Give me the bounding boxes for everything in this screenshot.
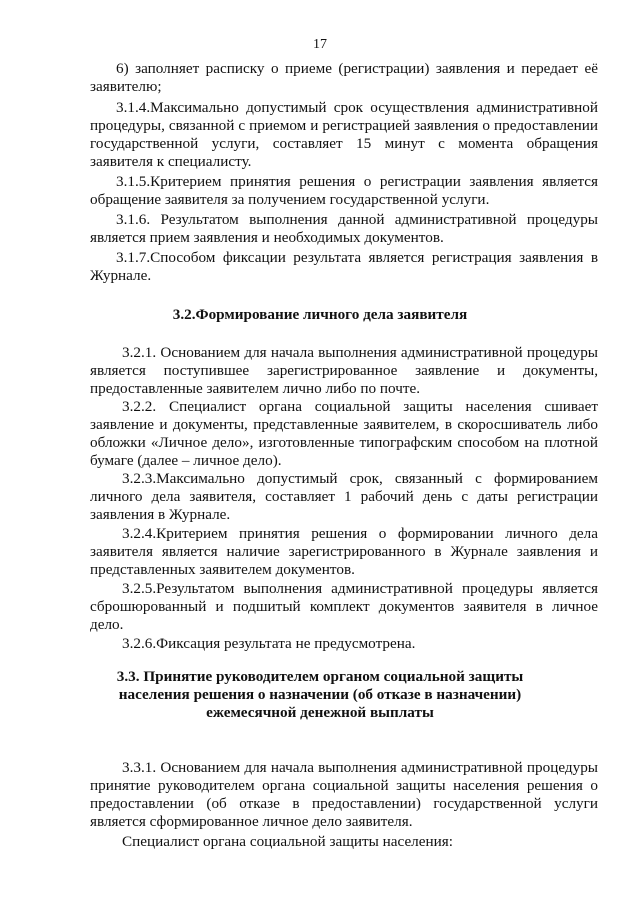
text-line: 6) заполняет расписку о приеме (регистрации) заявления и передает её — [116, 60, 598, 77]
text-line: 3.1.5.Критерием принятия решения о регистрации заявления является — [116, 173, 598, 190]
section-heading-3-2: 3.2.Формирование личного дела заявителя — [172, 306, 468, 323]
section-heading-3-3: 3.3. Принятие руководителем органом социальной защиты — [116, 668, 524, 685]
text-line: сброшюрованный и подшитый комплект документов заявителя в личное — [90, 598, 598, 615]
text-line: государственной услуги, составляет 15 минут с момента обращения — [90, 135, 598, 152]
text-line: 3.2.1. Основанием для начала выполнения административной процедуры — [122, 344, 598, 361]
text-line: Журнале. — [90, 267, 152, 284]
text-line: представленных заявителем документов. — [90, 561, 355, 578]
page-number: 17 — [313, 37, 327, 52]
text-line: Специалист органа социальной защиты населения: — [122, 833, 453, 850]
text-line: 3.1.6. Результатом выполнения данной административной процедуры — [116, 211, 598, 228]
text-line: бумаге (далее – личное дело). — [90, 452, 282, 469]
text-line: заявителю; — [90, 78, 162, 95]
text-line: заявление и документы, представленные заявителем, в скоросшиватель либо — [90, 416, 598, 433]
text-line: 3.2.5.Результатом выполнения административной процедуры является — [122, 580, 598, 597]
section-heading-3-3: населения решения о назначении (об отказе в назначении) — [118, 686, 522, 703]
text-line: дело. — [90, 616, 124, 633]
text-line: 3.2.4.Критерием принятия решения о формировании личного дела — [122, 525, 598, 542]
text-line: 3.2.6.Фиксация результата не предусмотрена. — [122, 635, 416, 652]
text-line: обложки «Личное дело», изготовленные типографским способом на плотной — [90, 434, 598, 451]
text-line: является прием заявления и необходимых документов. — [90, 229, 444, 246]
text-line: является поступившее зарегистрированное заявление и документы, — [90, 362, 598, 379]
text-line: процедуры, связанной с приемом и регистрацией заявления о предоставлении — [90, 117, 598, 134]
text-line: заявителя к специалисту. — [90, 153, 252, 170]
text-line: 3.3.1. Основанием для начала выполнения административной процедуры — [122, 759, 598, 776]
text-line: предоставленные заявителем лично либо по почте. — [90, 380, 421, 397]
text-line: 3.2.2. Специалист органа социальной защиты населения сшивает — [122, 398, 598, 415]
text-line: 3.1.4.Максимально допустимый срок осуществления административной — [116, 99, 598, 116]
text-line: 3.1.7.Способом фиксации результата является регистрация заявления в — [116, 249, 598, 266]
text-line: личного дела заявителя, составляет 1 рабочий день с даты регистрации — [90, 488, 598, 505]
text-line: предоставлении (об отказе в предоставлении) государственной услуги — [90, 795, 598, 812]
section-heading-3-3: ежемесячной денежной выплаты — [206, 704, 434, 721]
text-line: обращение заявителя за получением государственной услуги. — [90, 191, 490, 208]
text-line: является сформированное личное дело заявителя. — [90, 813, 413, 830]
text-line: заявления в Журнале. — [90, 506, 231, 523]
text-line: 3.2.3.Максимально допустимый срок, связанный с формированием — [122, 470, 598, 487]
text-line: принятие руководителем органа социальной защиты населения решения о — [90, 777, 598, 794]
text-line: заявителя является наличие зарегистрированного в Журнале заявления и — [90, 543, 598, 560]
